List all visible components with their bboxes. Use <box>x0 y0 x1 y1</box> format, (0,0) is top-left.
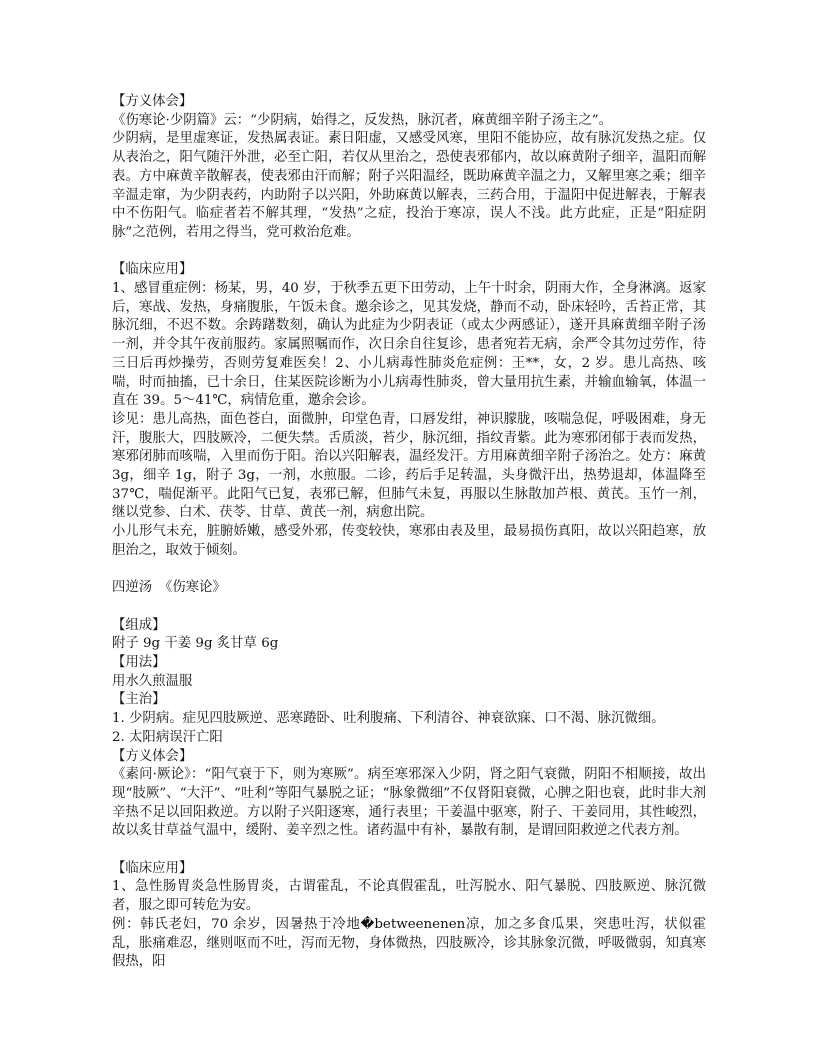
indication-item: 1. 少阴病。症见四肢厥逆、恶寒踡卧、吐利腹痛、下利清谷、神衰欲寐、口不渴、脉沉微细。 <box>112 711 665 727</box>
section-heading-clinical-application-2: 【临床应用】 <box>112 860 193 876</box>
clinical-case-1: 1、感冒重症例：杨某，男，40 岁，于秋季五更下田劳动，上午十时余，阴雨大作，全身淋漓。返家后，寒战、发热，身痛腹胀，午饭未食。邀余诊之，见其发烧，静而不动，卧床轻吟，舌苔正常，其脉沉细，不迟不数。余踌躇数刻，确认为此症为少阴表证（或太少两感证），遂开具麻黄细辛附子汤一剂，并令其午夜前服药。家属照嘱而作，次日余自往复诊，患者宛若无病，余严令其勿过劳作，待三日后再炒操劳，否则劳复难医矣！2、小儿病毒性肺炎危症例：王**，女，2 岁。患儿高热、咳喘，时而抽搐，已十余日，住某医院诊断为小儿病毒性肺炎，曾大量用抗生素，并输血输氧，体温一直在 39。5～41℃，病情危重，邀余会诊。 <box>112 281 706 409</box>
section-heading-usage: 【用法】 <box>112 655 166 671</box>
clinical-example: 例：韩氏老妇，70 余岁，因暑热于冷地�betweenenen凉，加之多食瓜果，突患吐泻，状似霍乱，胀痛难忍，继则呕而不吐，泻而无物，身体微热，四肢厥冷，诊其脉象沉微，呼吸微弱，知真寒假热，阳 <box>112 916 706 970</box>
section-heading-formula-analysis-2: 【方义体会】 <box>112 748 193 764</box>
section-heading-indications: 【主治】 <box>112 692 166 708</box>
indication-item: 2. 太阳病误汗亡阳 <box>112 729 223 745</box>
section-heading-clinical-application: 【临床应用】 <box>112 262 193 278</box>
usage-text: 用水久煎温服 <box>112 673 193 689</box>
formula-analysis-text: 少阴病，是里虚寒证，发热属表证。素日阳虚，又感受风寒，里阳不能协应，故有脉沉发热之症。仅从表治之，阳气随汗外泄，必至亡阳，若仅从里治之，恐使表邪郁内，故以麻黄附子细辛，温阳而解表。方中麻黄辛散解表，使表邪由汗而解；附子兴阳温经，既助麻黄辛温之力，又解里寒之乘；细辛辛温走窜，为少阴表药，内助附子以兴阳，外助麻黄以解表，三药合用，于温阳中促进解表，于解表中不伤阳气。临症者若不解其理，“发热”之症，投治于寒凉，误人不浅。此方此症，正是“阳症阴脉”之范例，若用之得当，党可救治危难。 <box>112 131 706 240</box>
spacer <box>112 598 706 617</box>
spacer <box>112 561 706 580</box>
section-heading-formula-analysis: 【方义体会】 <box>112 94 193 109</box>
classic-quote: 《伤寒论·少阴篇》云：“少阴病，始得之，反发热，脉沉者，麻黄细辛附子汤主之”。 <box>112 112 613 128</box>
spacer <box>112 841 706 860</box>
clinical-summary: 小儿形气未充，脏腑娇嫩，感受外邪，传变较快，寒邪由表及里，最易损伤真阳，故以兴阳趋寒，放胆治之，取效于倾刻。 <box>112 524 706 558</box>
clinical-case-2-exam: 诊见：患儿高热，面色苍白，面微肿，印堂色青，口唇发绀，神识朦胧，咳喘急促，呼吸困难，身无汗，腹胀大，四肢厥冷，二便失禁。舌质淡，苔少，脉沉细，指纹青紫。此为寒邪闭郁于表而发热，寒邪闭肺而咳喘，入里而伤于阳。治以兴阳解表，温经发汗。方用麻黄细辛附子汤治之。处方：麻黄 3g，细辛 1g，附子 3g，一剂，水煎服。二诊，药后手足转温，头身微汗出，热势退却，体温降至 37℃，喘促渐平。此阳气已复，表邪已解，但肺气未复，再服以生脉散加芦根、黄芪。玉竹一剂，继以党参、白术、茯苓、甘草、黄芪一剂，病愈出院。 <box>112 411 706 521</box>
formula-analysis-text-2: 《素问·厥论》：“阳气衰于下，则为寒厥”。病至寒邪深入少阴，肾之阳气衰微，阴阳不相顺接，故出现“肢厥”、“大汗”、“吐利”等阳气暴脱之证；“脉象微细”不仅肾阳衰微，心脾之阳也衰，此时非大剂辛热不足以回阳救逆。方以附子兴阳逐寒，通行表里；干姜温中驱寒，附子、干姜同用，其性峻烈，故以炙甘草益气温中，缓附、姜辛烈之性。诸药温中有补，暴散有制，是谓回阳救逆之代表方剂。 <box>112 767 706 839</box>
spacer <box>112 243 706 262</box>
clinical-application-1: 1、急性肠胃炎急性肠胃炎，古谓霍乱，不论真假霍乱，吐泻脱水、阳气暴脱、四肢厥逆、脉沉微者，服之即可转危为安。 <box>112 879 706 914</box>
section-heading-composition: 【组成】 <box>112 617 166 633</box>
document-page <box>112 93 706 972</box>
formula-title: 四逆汤 《伤寒论》 <box>112 580 226 596</box>
composition-text: 附子 9g 干姜 9g 炙甘草 6g <box>112 636 279 652</box>
